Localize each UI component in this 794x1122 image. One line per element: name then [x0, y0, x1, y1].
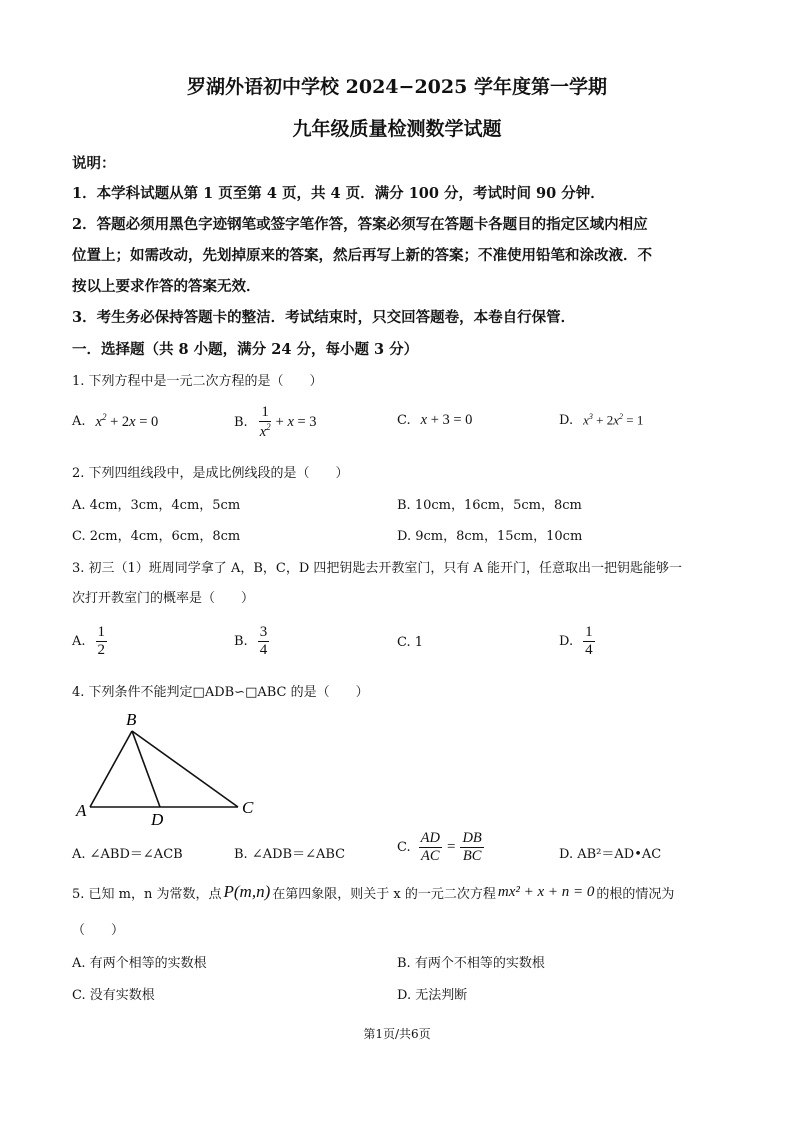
instruction-item-2-line1: 2．答题必须用黑色字迹钢笔或签字笔作答，答案必须写在答题卡各题目的指定区域内相应: [72, 216, 648, 233]
instruction-item-1: 1．本学科试题从第 1 页至第 4 页，共 4 页．满分 100 分，考试时间 90 分钟．: [72, 185, 605, 202]
question-3-stem-line2: 次打开教室门的概率是（ ）: [72, 591, 255, 606]
question-4-stem: 4. 下列条件不能判定□ADB∽□ABC 的是（ ）: [72, 685, 369, 700]
vertex-label-a: A: [76, 801, 87, 820]
segment-ab: [90, 731, 132, 807]
triangle-figure: [70, 705, 270, 830]
question-2-stem: 2. 下列四组线段中，是成比例线段的是（ ）: [72, 466, 349, 481]
segment-bd: [132, 731, 160, 807]
exam-title-line2: 九年级质量检测数学试题: [292, 118, 502, 140]
instruction-item-2-line2: 位置上；如需改动，先划掉原来的答案，然后再写上新的答案；不准使用铅笔和涂改液．不: [72, 247, 652, 264]
question-2-option-b: B. 10cm，16cm，5cm，8cm: [397, 498, 582, 513]
question-5-option-b: B. 有两个不相等的实数根: [397, 956, 545, 971]
question-5-option-d: D. 无法判断: [397, 988, 468, 1003]
question-3-option-a: A. $\frac{1}{2}$: [72, 624, 106, 659]
point-p: P(m,n): [223, 882, 271, 901]
question-5-option-c: C. 没有实数根: [72, 988, 155, 1003]
question-4-option-d: D. AB²＝AD•AC: [559, 847, 662, 862]
instruction-item-3: 3．考生务必保持答题卡的整洁．考试结束时，只交回答题卷，本卷自行保管．: [72, 309, 576, 326]
vertex-label-d: D: [151, 810, 164, 829]
question-1-option-d: D. $x^3 + 2x^2 = 1$: [559, 412, 644, 428]
question-2-option-d: D. 9cm，8cm，15cm，10cm: [397, 529, 583, 544]
question-5-stem-line1: 5. 已知 m，n 为常数，点 P(m,n) 在第四象限，则关于 x 的一元二次方程 mx² + x + n = 0 的根的情况为: [72, 882, 675, 902]
vertex-label-c: C: [242, 798, 254, 817]
question-1-stem: 1. 下列方程中是一元二次方程的是（ ）: [72, 374, 323, 389]
question-5-stem-line2: （ ）: [72, 923, 125, 938]
question-3-option-c: C. 1: [397, 635, 424, 650]
question-4-option-a: A. ∠ABD＝∠ACB: [72, 847, 183, 862]
page-number: 第1页/共6页: [363, 1027, 431, 1041]
instructions-heading: 说明：: [72, 155, 116, 172]
vertex-label-b: B: [126, 710, 137, 729]
question-1-option-a: A. $x^2 + 2x = 0$: [72, 412, 159, 430]
question-3-stem-line1: 3. 初三（1）班周同学拿了 A，B，C，D 四把钥匙去开教室门，只有 A 能开门，任意取出一把钥匙能够一: [72, 561, 683, 576]
exam-title-line1: 罗湖外语初中学校 2024−2025 学年度第一学期: [187, 76, 607, 98]
question-3-option-d: D. $\frac{1}{4}$: [559, 624, 593, 659]
instruction-item-2-line3: 按以上要求作答的答案无效．: [72, 278, 261, 295]
question-1-option-c: C. x + 3 = 0: [397, 412, 473, 428]
question-2-option-c: C. 2cm，4cm，6cm，8cm: [72, 529, 241, 544]
question-5-option-a: A. 有两个相等的实数根: [72, 956, 207, 971]
question-2-option-a: A. 4cm，3cm，4cm，5cm: [72, 498, 241, 513]
question-3-option-b: B. $\frac{3}{4}$: [234, 624, 268, 659]
question-4-option-c: C. $\frac{AD}{AC}$ = $\frac{DB}{BC}$: [397, 830, 482, 864]
quadratic-equation: mx² + x + n = 0: [497, 883, 595, 900]
section-heading: 一．选择题（共 8 小题，满分 24 分，每小题 3 分）: [72, 341, 419, 358]
question-1-option-b: B. $\frac{1}{x^2}$ + x = 3: [234, 404, 317, 441]
question-4-option-b: B. ∠ADB＝∠ABC: [234, 847, 346, 862]
segment-bc: [132, 731, 238, 807]
